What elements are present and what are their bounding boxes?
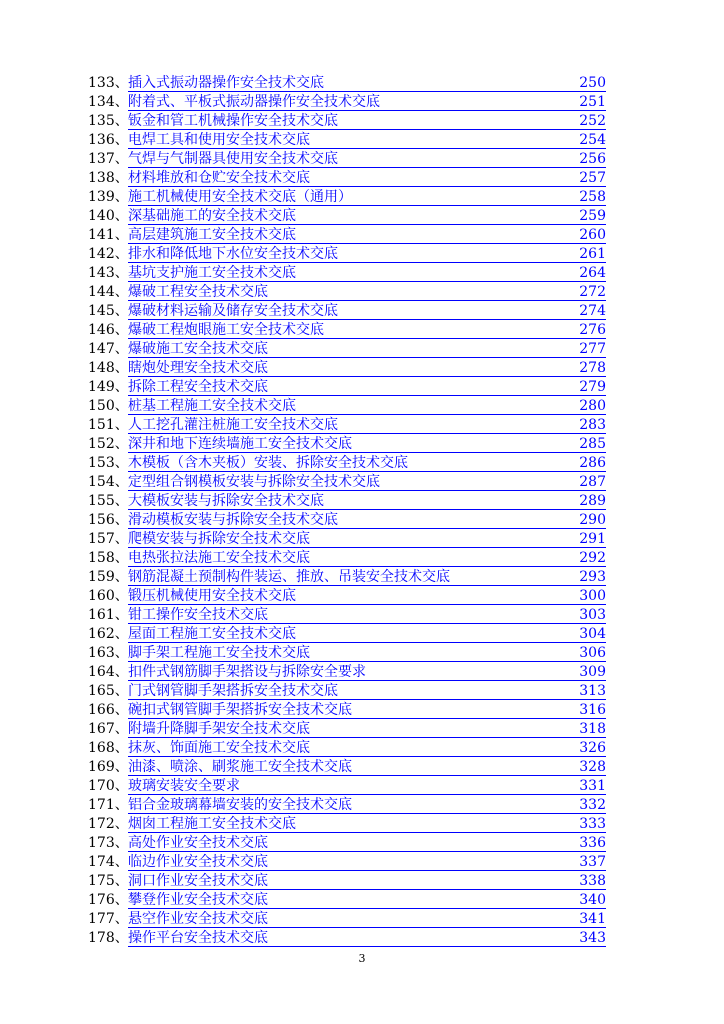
- toc-entry-number: 165、: [88, 683, 129, 699]
- toc-entry[interactable]: [88, 492, 606, 511]
- toc-entry-number: 168、: [88, 740, 129, 756]
- toc-entry[interactable]: [88, 530, 606, 549]
- toc-entry-underline: [128, 813, 606, 814]
- toc-entry-underline: [128, 604, 606, 605]
- toc-entry-page-link[interactable]: 250: [579, 75, 606, 91]
- toc-entry-page-link[interactable]: 285: [579, 436, 606, 452]
- toc-entry-page-link[interactable]: 300: [579, 588, 606, 604]
- toc-entry-page-link[interactable]: 340: [579, 892, 606, 908]
- toc-entry-underline: [128, 433, 606, 434]
- toc-entry-underline: [128, 680, 606, 681]
- toc-entry[interactable]: [88, 644, 606, 663]
- toc-entry-underline: [128, 91, 606, 92]
- toc-entry-underline: [128, 262, 606, 263]
- toc-entry-page-link[interactable]: 274: [579, 303, 606, 319]
- toc-entry-page-link[interactable]: 287: [579, 474, 606, 490]
- toc-entry-title-link[interactable]: 攀登作业安全技术交底: [128, 892, 268, 908]
- toc-entry-number: 153、: [88, 455, 129, 471]
- toc-entry[interactable]: [88, 359, 606, 378]
- toc-entry[interactable]: [88, 283, 606, 302]
- toc-entry[interactable]: [88, 397, 606, 416]
- toc-entry-number: 166、: [88, 702, 129, 718]
- toc-entry-page-link[interactable]: 313: [579, 683, 606, 699]
- toc-entry-underline: [128, 908, 606, 909]
- toc-entry[interactable]: [88, 150, 606, 169]
- toc-entry-underline: [128, 414, 606, 415]
- toc-entry[interactable]: [88, 131, 606, 150]
- toc-entry-title-link[interactable]: 气焊与气制器具使用安全技术交底: [128, 151, 338, 167]
- toc-entry-underline: [128, 737, 606, 738]
- toc-entry[interactable]: [88, 264, 606, 283]
- toc-entry-title-link[interactable]: 滑动模板安装与拆除安全技术交底: [128, 512, 338, 528]
- toc-entry-number: 152、: [88, 436, 129, 452]
- toc-entry[interactable]: [88, 663, 606, 682]
- toc-entry-underline: [128, 338, 606, 339]
- page-number: 3: [358, 952, 366, 965]
- toc-entry-page-link[interactable]: 279: [579, 379, 606, 395]
- toc-entry-title-link[interactable]: 洞口作业安全技术交底: [128, 873, 268, 889]
- toc-entry[interactable]: [88, 929, 606, 948]
- toc-entry-title-link[interactable]: 悬空作业安全技术交底: [128, 911, 268, 927]
- toc-entry-number: 140、: [88, 208, 129, 224]
- toc-entry[interactable]: [88, 758, 606, 777]
- toc-entry-title-link[interactable]: 施工机械使用安全技术交底（通用）: [128, 189, 352, 205]
- toc-entry-page-link[interactable]: 292: [579, 550, 606, 566]
- toc-entry[interactable]: [88, 701, 606, 720]
- toc-entry-title-link[interactable]: 爆破施工安全技术交底: [128, 341, 268, 357]
- toc-entry-title-link[interactable]: 定型组合钢模板安装与拆除安全技术交底: [128, 474, 380, 490]
- toc-entry-underline: [128, 642, 606, 643]
- toc-entry-underline: [128, 129, 606, 130]
- toc-entry[interactable]: [88, 682, 606, 701]
- toc-entry-underline: [128, 870, 606, 871]
- toc-entry-number: 175、: [88, 873, 129, 889]
- toc-entry-page-link[interactable]: 328: [579, 759, 606, 775]
- toc-entry-page-link[interactable]: 316: [579, 702, 606, 718]
- toc-entry-title-link[interactable]: 拆除工程安全技术交底: [128, 379, 268, 395]
- toc-entry-underline: [128, 699, 606, 700]
- toc-entry-title-link[interactable]: 高层建筑施工安全技术交底: [128, 227, 296, 243]
- toc-entry-title-link[interactable]: 深井和地下连续墙施工安全技术交底: [128, 436, 352, 452]
- toc-entry-underline: [128, 509, 606, 510]
- toc-entry-underline: [128, 794, 606, 795]
- toc-entry-underline: [128, 585, 606, 586]
- toc-entry-number: 170、: [88, 778, 129, 794]
- toc-entry-title-link[interactable]: 瞎炮处理安全技术交底: [128, 360, 268, 376]
- toc-entry-underline: [128, 927, 606, 928]
- toc-entry-title-link[interactable]: 爆破材料运输及储存安全技术交底: [128, 303, 338, 319]
- toc-entry-title-link[interactable]: 爆破工程安全技术交底: [128, 284, 268, 300]
- toc-entry[interactable]: [88, 188, 606, 207]
- toc-entry-underline: [128, 376, 606, 377]
- toc-entry-title-link[interactable]: 爆破工程炮眼施工安全技术交底: [128, 322, 324, 338]
- toc-entry[interactable]: [88, 853, 606, 872]
- toc-entry-underline: [128, 300, 606, 301]
- toc-entry-title-link[interactable]: 深基础施工的安全技术交底: [128, 208, 296, 224]
- toc-entry-title-link[interactable]: 碗扣式钢管脚手架搭拆安全技术交底: [128, 702, 352, 718]
- toc-entry[interactable]: [88, 302, 606, 321]
- toc-entry-page-link[interactable]: 291: [579, 531, 606, 547]
- toc-entry-title-link[interactable]: 材料堆放和仓贮安全技术交底: [128, 170, 310, 186]
- toc-entry-number: 160、: [88, 588, 129, 604]
- toc-entry-number: 146、: [88, 322, 129, 338]
- toc-entry-title-link[interactable]: 扣件式钢筋脚手架搭设与拆除安全要求: [128, 664, 366, 680]
- toc-entry-underline: [128, 167, 606, 168]
- toc-entry-number: 134、: [88, 94, 129, 110]
- toc-entry-page-link[interactable]: 259: [579, 208, 606, 224]
- toc-entry-page-link[interactable]: 318: [579, 721, 606, 737]
- toc-entry-number: 157、: [88, 531, 129, 547]
- toc-entry-page-link[interactable]: 256: [579, 151, 606, 167]
- toc-entry[interactable]: [88, 169, 606, 188]
- toc-entry-title-link[interactable]: 排水和降低地下水位安全技术交底: [128, 246, 338, 262]
- toc-entry[interactable]: [88, 891, 606, 910]
- toc-entry-underline: [128, 889, 606, 890]
- toc-entry-page-link[interactable]: 290: [579, 512, 606, 528]
- toc-entry[interactable]: [88, 340, 606, 359]
- toc-entry-title-link[interactable]: 玻璃安装安全要求: [128, 778, 240, 794]
- toc-entry-underline: [128, 186, 606, 187]
- toc-entry-number: 151、: [88, 417, 129, 433]
- toc-entry-page-link[interactable]: 343: [579, 930, 606, 946]
- toc-entry-underline: [128, 110, 606, 111]
- toc-entry-page-link[interactable]: 303: [579, 607, 606, 623]
- toc-entry-title-link[interactable]: 油漆、喷涂、刷浆施工安全技术交底: [128, 759, 352, 775]
- toc-entry-title-link[interactable]: 抹灰、饰面施工安全技术交底: [128, 740, 310, 756]
- toc-entry-title-link[interactable]: 钢筋混凝土预制构件装运、推放、吊装安全技术交底: [128, 569, 450, 585]
- toc-entry-number: 154、: [88, 474, 129, 490]
- toc-entry-page-link[interactable]: 336: [579, 835, 606, 851]
- toc-entry[interactable]: [88, 473, 606, 492]
- toc-entry-number: 136、: [88, 132, 129, 148]
- toc-entry-page-link[interactable]: 252: [579, 113, 606, 129]
- toc-entry-number: 135、: [88, 113, 129, 129]
- toc-entry-title-link[interactable]: 插入式振动器操作安全技术交底: [128, 75, 324, 91]
- toc-entry-page-link[interactable]: 306: [579, 645, 606, 661]
- toc-entry-number: 145、: [88, 303, 129, 319]
- toc-entry-title-link[interactable]: 脚手架工程施工安全技术交底: [128, 645, 310, 661]
- toc-entry-number: 148、: [88, 360, 129, 376]
- toc-entry-title-link[interactable]: 门式钢管脚手架搭拆安全技术交底: [128, 683, 338, 699]
- toc-entry-title-link[interactable]: 基坑支护施工安全技术交底: [128, 265, 296, 281]
- toc-entry[interactable]: [88, 245, 606, 264]
- toc-entry-underline: [128, 471, 606, 472]
- toc-entry-underline: [128, 851, 606, 852]
- toc-entry[interactable]: [88, 416, 606, 435]
- toc-entry-page-link[interactable]: 260: [579, 227, 606, 243]
- toc-entry-underline: [128, 547, 606, 548]
- toc-entry[interactable]: [88, 378, 606, 397]
- toc-entry-title-link[interactable]: 钣金和管工机械操作安全技术交底: [128, 113, 338, 129]
- toc-entry-number: 174、: [88, 854, 129, 870]
- toc-entry-page-link[interactable]: 286: [579, 455, 606, 471]
- toc-entry-page-link[interactable]: 289: [579, 493, 606, 509]
- toc-entry-title-link[interactable]: 临边作业安全技术交底: [128, 854, 268, 870]
- toc-entry-page-link[interactable]: 331: [579, 778, 606, 794]
- toc-entry-page-link[interactable]: 333: [579, 816, 606, 832]
- toc-entry-number: 163、: [88, 645, 129, 661]
- toc-entry-title-link[interactable]: 屋面工程施工安全技术交底: [128, 626, 296, 642]
- toc-entry-underline: [128, 661, 606, 662]
- toc-entry-number: 147、: [88, 341, 129, 357]
- toc-entry-title-link[interactable]: 桩基工程施工安全技术交底: [128, 398, 296, 414]
- toc-entry-page-link[interactable]: 257: [579, 170, 606, 186]
- toc-entry-title-link[interactable]: 铝合金玻璃幕墙安装的安全技术交底: [128, 797, 352, 813]
- toc-entry[interactable]: [88, 739, 606, 758]
- toc-entry-underline: [128, 566, 606, 567]
- toc-entry-number: 178、: [88, 930, 129, 946]
- toc-entry-underline: [128, 775, 606, 776]
- toc-entry-title-link[interactable]: 锻压机械使用安全技术交底: [128, 588, 296, 604]
- toc-entry-page-link[interactable]: 309: [579, 664, 606, 680]
- toc-entry-number: 149、: [88, 379, 129, 395]
- toc-entry-underline: [128, 490, 606, 491]
- toc-entry-page-link[interactable]: 254: [579, 132, 606, 148]
- toc-entry-page-link[interactable]: 332: [579, 797, 606, 813]
- toc-entry-underline: [128, 319, 606, 320]
- toc-entry-number: 138、: [88, 170, 129, 186]
- toc-entry[interactable]: [88, 720, 606, 739]
- toc-entry-page-link[interactable]: 326: [579, 740, 606, 756]
- toc-entry-page-link[interactable]: 258: [579, 189, 606, 205]
- toc-entry-number: 158、: [88, 550, 129, 566]
- toc-entry-page-link[interactable]: 283: [579, 417, 606, 433]
- toc-entry-title-link[interactable]: 木模板（含木夹板）安装、拆除安全技术交底: [128, 455, 408, 471]
- toc-entry-page-link[interactable]: 251: [579, 94, 606, 110]
- toc-entry-title-link[interactable]: 高处作业安全技术交底: [128, 835, 268, 851]
- toc-entry[interactable]: [88, 226, 606, 245]
- toc-entry-page-link[interactable]: 293: [579, 569, 606, 585]
- toc-entry[interactable]: [88, 454, 606, 473]
- toc-entry[interactable]: [88, 587, 606, 606]
- toc-entry-title-link[interactable]: 操作平台安全技术交底: [128, 930, 268, 946]
- toc-entry-underline: [128, 756, 606, 757]
- toc-entry-page-link[interactable]: 277: [579, 341, 606, 357]
- toc-entry-underline: [128, 357, 606, 358]
- toc-entry[interactable]: [88, 207, 606, 226]
- toc-entry-title-link[interactable]: 烟囱工程施工安全技术交底: [128, 816, 296, 832]
- toc-entry-page-link[interactable]: 272: [579, 284, 606, 300]
- toc-entry[interactable]: [88, 606, 606, 625]
- toc-entry-number: 142、: [88, 246, 129, 262]
- toc-entry[interactable]: [88, 321, 606, 340]
- toc-entry-title-link[interactable]: 人工挖孔灌注桩施工安全技术交底: [128, 417, 338, 433]
- toc-entry-number: 161、: [88, 607, 129, 623]
- toc-entry-underline: [128, 281, 606, 282]
- toc-entry-title-link[interactable]: 大模板安装与拆除安全技术交底: [128, 493, 324, 509]
- toc-entry-title-link[interactable]: 电热张拉法施工安全技术交底: [128, 550, 310, 566]
- toc-entry-number: 164、: [88, 664, 129, 680]
- toc-entry-number: 139、: [88, 189, 129, 205]
- table-of-contents: [88, 74, 606, 948]
- toc-entry-underline: [128, 148, 606, 149]
- toc-entry-number: 133、: [88, 75, 129, 91]
- toc-entry[interactable]: [88, 511, 606, 530]
- toc-entry-page-link[interactable]: 280: [579, 398, 606, 414]
- toc-entry[interactable]: [88, 112, 606, 131]
- toc-entry-page-link[interactable]: 261: [579, 246, 606, 262]
- toc-entry[interactable]: [88, 568, 606, 587]
- toc-entry[interactable]: [88, 910, 606, 929]
- toc-entry-underline: [128, 528, 606, 529]
- toc-entry-underline: [128, 832, 606, 833]
- toc-entry-number: 162、: [88, 626, 129, 642]
- toc-entry[interactable]: [88, 74, 606, 93]
- toc-entry[interactable]: [88, 872, 606, 891]
- toc-entry-number: 167、: [88, 721, 129, 737]
- toc-entry-title-link[interactable]: 爬模安装与拆除安全技术交底: [128, 531, 310, 547]
- toc-entry-title-link[interactable]: 电焊工具和使用安全技术交底: [128, 132, 310, 148]
- toc-entry-page-link[interactable]: 278: [579, 360, 606, 376]
- toc-entry-underline: [128, 623, 606, 624]
- toc-entry-number: 155、: [88, 493, 129, 509]
- toc-entry-page-link[interactable]: 304: [579, 626, 606, 642]
- toc-entry-number: 172、: [88, 816, 129, 832]
- toc-entry-underline: [128, 205, 606, 206]
- toc-entry-underline: [128, 224, 606, 225]
- toc-entry-number: 141、: [88, 227, 129, 243]
- toc-entry-number: 143、: [88, 265, 129, 281]
- toc-entry-title-link[interactable]: 附着式、平板式振动器操作安全技术交底: [128, 94, 380, 110]
- toc-entry[interactable]: [88, 834, 606, 853]
- toc-entry[interactable]: [88, 93, 606, 112]
- toc-entry-number: 177、: [88, 911, 129, 927]
- toc-entry-number: 173、: [88, 835, 129, 851]
- toc-entry-number: 144、: [88, 284, 129, 300]
- toc-entry[interactable]: [88, 549, 606, 568]
- toc-entry-underline: [128, 395, 606, 396]
- toc-entry-number: 169、: [88, 759, 129, 775]
- toc-entry-page-link[interactable]: 276: [579, 322, 606, 338]
- toc-entry-underline: [128, 452, 606, 453]
- toc-entry-underline: [128, 946, 606, 947]
- toc-entry-number: 137、: [88, 151, 129, 167]
- toc-entry[interactable]: [88, 815, 606, 834]
- toc-entry[interactable]: [88, 625, 606, 644]
- toc-entry[interactable]: [88, 435, 606, 454]
- toc-entry-number: 171、: [88, 797, 129, 813]
- toc-entry-underline: [128, 718, 606, 719]
- toc-entry-page-link[interactable]: 337: [579, 854, 606, 870]
- toc-entry-number: 150、: [88, 398, 129, 414]
- toc-entry-number: 159、: [88, 569, 129, 585]
- toc-entry-title-link[interactable]: 附墙升降脚手架安全技术交底: [128, 721, 310, 737]
- toc-entry-page-link[interactable]: 264: [579, 265, 606, 281]
- toc-entry-title-link[interactable]: 钳工操作安全技术交底: [128, 607, 268, 623]
- toc-entry-number: 156、: [88, 512, 129, 528]
- toc-entry[interactable]: [88, 777, 606, 796]
- toc-entry[interactable]: [88, 796, 606, 815]
- toc-entry-page-link[interactable]: 338: [579, 873, 606, 889]
- toc-entry-underline: [128, 243, 606, 244]
- toc-entry-page-link[interactable]: 341: [579, 911, 606, 927]
- toc-entry-number: 176、: [88, 892, 129, 908]
